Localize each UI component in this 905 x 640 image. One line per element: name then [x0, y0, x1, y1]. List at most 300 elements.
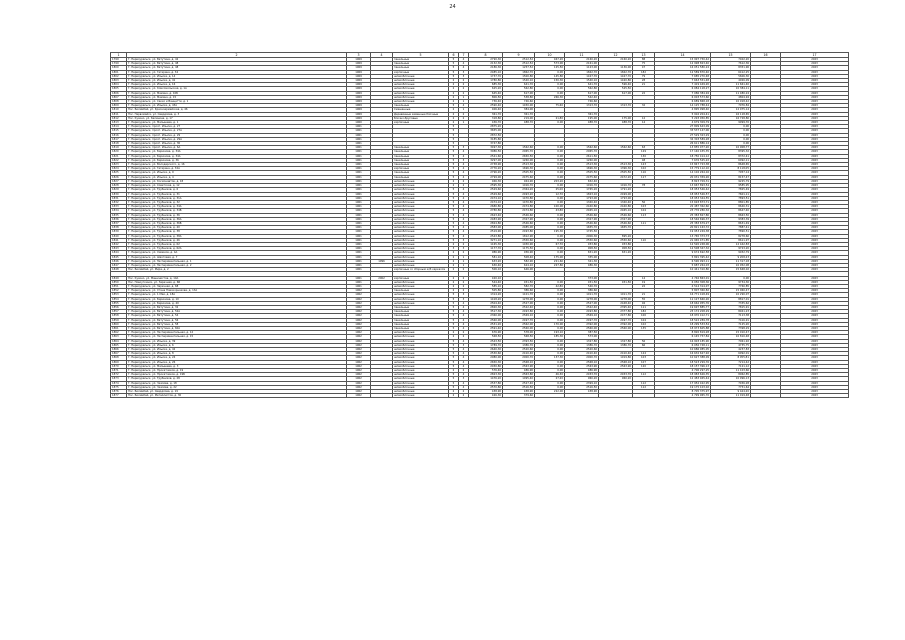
- table-cell: 1962: [347, 310, 371, 314]
- table-cell: 18 953 526,57: [655, 192, 711, 196]
- table-cell: 2410,40: [565, 352, 599, 356]
- table-cell: 386,60: [503, 289, 535, 293]
- table-cell: 123: [633, 163, 655, 167]
- table-cell: 3086,50: [469, 150, 503, 154]
- table-cell: 2: [459, 276, 469, 280]
- table-cell: Г. Первоуральск, ул. Сакко и Ванцетти, д. 1: [127, 100, 347, 104]
- table-cell: 1961: [347, 154, 371, 158]
- table-cell: 5: [449, 70, 459, 74]
- table-cell: 624,10: [503, 263, 535, 267]
- table-cell: 2776,20: [469, 167, 503, 171]
- table-cell: 1823: [111, 163, 127, 167]
- table-cell: 5: [449, 200, 459, 204]
- table-cell: 5: [449, 133, 459, 137]
- table-cell: 17 952 422,95: [655, 381, 711, 385]
- table-cell: 568,50: [469, 335, 503, 339]
- table-cell: 508,40: [503, 255, 535, 259]
- table-cell: 2023: [781, 171, 849, 175]
- table-cell: 8278,60: [711, 234, 751, 238]
- table-cell: 1836: [111, 217, 127, 221]
- table-cell: 129: [633, 150, 655, 154]
- table-cell: 1863: [111, 335, 127, 339]
- table-cell: шлакоблочные: [393, 91, 449, 95]
- table-cell: шлакоблочные: [393, 226, 449, 230]
- table-cell: 2611,50: [565, 154, 599, 158]
- table-cell: 2527,00: [565, 301, 599, 305]
- table-cell: 2522,40: [503, 305, 535, 309]
- table-cell: 18 523 299,76: [655, 360, 711, 364]
- table-cell: 2546,60: [503, 221, 535, 225]
- table-cell: 1862,70: [503, 70, 535, 74]
- table-cell: 193,10: [535, 331, 565, 335]
- table-cell: 18 522 289,78: [655, 318, 711, 322]
- table-cell: 15 847 723,38: [655, 163, 711, 167]
- table-cell: панельные: [393, 318, 449, 322]
- table-cell: 5: [449, 293, 459, 297]
- table-cell: шлакоблочные: [393, 390, 449, 394]
- table-cell: Г. Первоуральск, ул. Космонавтов, д. 18: [127, 179, 347, 183]
- table-cell: 2023: [781, 108, 849, 112]
- table-cell: 318,80: [469, 116, 503, 120]
- table-cell: 8647,40: [711, 209, 751, 213]
- table-cell: Г. Первоуральск, ул. Стана Новокорнакова, д. 13А: [127, 289, 347, 293]
- table-cell: 6 689 868,18: [655, 100, 711, 104]
- table-cell: 946,30: [469, 179, 503, 183]
- table-cell: 3: [459, 297, 469, 301]
- table-cell: 2: [449, 251, 459, 255]
- table-cell: 2: [449, 280, 459, 284]
- table-cell: 9932,79: [711, 251, 751, 255]
- table-cell: 2497,70: [565, 318, 599, 322]
- table-cell: 8801,85: [711, 200, 751, 204]
- column-number-cell: 12: [599, 53, 633, 58]
- table-cell: 2002: [371, 276, 393, 280]
- table-cell: 1: [459, 263, 469, 267]
- page-number: 24: [449, 4, 456, 10]
- table-cell: 2364,20: [503, 188, 535, 192]
- table-cell: 7601,11: [711, 192, 751, 196]
- table-cell: 1969: [347, 58, 371, 62]
- table-cell: 17 140 435,35: [655, 150, 711, 154]
- table-cell: 2023: [781, 348, 849, 352]
- table-cell: 222,00: [535, 390, 565, 394]
- table-cell: панельные: [393, 62, 449, 66]
- table-cell: 2531,20: [469, 322, 503, 326]
- table-cell: 5: [449, 326, 459, 330]
- table-cell: шлакоблочные: [393, 100, 449, 104]
- table-cell: 2023: [781, 137, 849, 141]
- table-cell: Г. Первоуральск, просп. Ильича, д. 29А: [127, 137, 347, 141]
- table-cell: 2530,60: [469, 352, 503, 356]
- table-cell: 2: [459, 331, 469, 335]
- table-cell: 19 175 103,02: [655, 385, 711, 389]
- table-cell: 1095,40: [503, 377, 535, 381]
- table-cell: Г. Первоуральск, ул. Ильича, д. 26: [127, 360, 347, 364]
- table-cell: 1961: [347, 221, 371, 225]
- table-cell: 1962: [347, 352, 371, 356]
- table-cell: 1962: [347, 364, 371, 368]
- table-cell: 117: [633, 175, 655, 179]
- table-cell: 2: [449, 79, 459, 83]
- table-cell: 5: [449, 58, 459, 62]
- table-cell: 18 953 546,42: [655, 188, 711, 192]
- table-cell: 630,40: [469, 263, 503, 267]
- table-cell: 1340,40: [565, 200, 599, 204]
- table-cell: 4: [459, 326, 469, 330]
- table-cell: 2505,50: [565, 171, 599, 175]
- table-cell: шлакоблочные: [393, 297, 449, 301]
- table-cell: 2023: [781, 293, 849, 297]
- table-cell: 5: [449, 310, 459, 314]
- table-cell: 1961: [347, 247, 371, 251]
- table-cell: 7214,42: [711, 360, 751, 364]
- table-cell: Г. Первоуральск, ул. Ильича, д. 24: [127, 356, 347, 360]
- table-cell: 2650,30: [469, 360, 503, 364]
- table-cell: 1969: [347, 74, 371, 78]
- table-cell: 451,50: [503, 280, 535, 284]
- table-cell: 1823,10: [565, 192, 599, 196]
- table-cell: 2465,10: [565, 209, 599, 213]
- table-cell: 5: [449, 221, 459, 225]
- table-cell: 0,00: [711, 133, 751, 137]
- table-cell: 1962: [347, 394, 371, 398]
- table-cell: 2023: [781, 66, 849, 70]
- table-cell: 2546,60: [599, 213, 633, 217]
- table-cell: 2186,30: [469, 66, 503, 70]
- table-cell: 2550,60: [565, 238, 599, 242]
- table-cell: шлакоблочные: [393, 217, 449, 221]
- table-cell: 2590,40: [469, 104, 503, 108]
- table-cell: 2560,00: [565, 326, 599, 330]
- table-cell: 2023: [781, 268, 849, 272]
- table-cell: 1857: [111, 310, 127, 314]
- table-cell: 1386,70: [599, 343, 633, 347]
- table-cell: 7815,91: [711, 305, 751, 309]
- table-cell: 1842,70: [565, 70, 599, 74]
- table-cell: Г. Первоуральск, ул. Ватутина, д. 60А: [127, 326, 347, 330]
- table-cell: 2453,70: [599, 373, 633, 377]
- table-cell: 1961: [347, 150, 371, 154]
- table-cell: 525,50: [599, 87, 633, 91]
- column-number-cell: 1: [111, 53, 127, 58]
- table-cell: 1260,00: [503, 158, 535, 162]
- table-cell: 5: [449, 385, 459, 389]
- table-body: [111, 53, 849, 398]
- column-number-cell: 14: [655, 53, 711, 58]
- table-cell: 19 697 885,77: [655, 305, 711, 309]
- table-cell: 5: [449, 142, 459, 146]
- table-cell: 2023: [781, 79, 849, 83]
- table-cell: 2: [449, 83, 459, 87]
- table-cell: 104: [633, 318, 655, 322]
- table-cell: 2023: [781, 259, 849, 263]
- table-cell: 1340,40: [599, 200, 633, 204]
- table-cell: шлакоблочные: [393, 179, 449, 183]
- table-cell: 7 419 449,20: [655, 83, 711, 87]
- table-cell: 1827: [111, 179, 127, 183]
- table-cell: 8 705 375,97: [655, 390, 711, 394]
- table-cell: 2568,10: [565, 360, 599, 364]
- table-cell: 25,00: [535, 188, 565, 192]
- table-cell: 4: [459, 305, 469, 309]
- table-cell: Г. Первоуральск, просп. Ильича, д. 27: [127, 125, 347, 129]
- table-cell: 1962: [347, 331, 371, 335]
- table-cell: 5: [449, 348, 459, 352]
- table-cell: 2023: [781, 91, 849, 95]
- table-cell: 1871: [111, 369, 127, 373]
- table-cell: 1832: [111, 200, 127, 204]
- table-cell: шлакоблочные: [393, 331, 449, 335]
- table-cell: 11 103,66: [711, 369, 751, 373]
- table-cell: 6092,11: [711, 158, 751, 162]
- table-cell: 1842: [111, 242, 127, 246]
- table-cell: шлакоблочные: [393, 205, 449, 209]
- table-cell: 2023: [781, 74, 849, 78]
- table-cell: 7 663 551,48: [655, 79, 711, 83]
- table-cell: 14: [633, 121, 655, 125]
- table-cell: панельные: [393, 146, 449, 150]
- table-cell: 1859: [111, 318, 127, 322]
- table-cell: 27 809 643,09: [655, 125, 711, 129]
- table-cell: 1278,00: [599, 297, 633, 301]
- table-cell: 0,00: [535, 297, 565, 301]
- table-cell: 2512,52: [503, 58, 535, 62]
- table-cell: 2465,10: [599, 209, 633, 213]
- table-cell: 5: [449, 352, 459, 356]
- table-cell: панельные: [393, 326, 449, 330]
- table-cell: 2474,80: [503, 209, 535, 213]
- table-cell: шлакоблочные: [393, 373, 449, 377]
- table-cell: 2023: [781, 247, 849, 251]
- table-cell: 2474,10: [469, 200, 503, 204]
- table-cell: 436,70: [469, 121, 503, 125]
- table-cell: 746,60: [503, 100, 535, 104]
- table-cell: 2440,80: [565, 205, 599, 209]
- table-cell: 1961: [347, 276, 371, 280]
- table-cell: 2399,10: [565, 381, 599, 385]
- table-cell: [633, 394, 655, 398]
- table-cell: 2504,40: [469, 301, 503, 305]
- table-cell: 3: [459, 70, 469, 74]
- table-cell: 1962: [347, 322, 371, 326]
- table-cell: 3497,30: [469, 146, 503, 150]
- table-cell: 1: [459, 95, 469, 99]
- table-cell: 1386,70: [565, 343, 599, 347]
- table-cell: 175,00: [599, 116, 633, 120]
- table-cell: 4: [459, 167, 469, 171]
- table-cell: 7957,14: [711, 171, 751, 175]
- table-cell: 9734,30: [711, 280, 751, 284]
- table-cell: 4 799 965,70: [655, 394, 711, 398]
- table-cell: 21: [633, 293, 655, 297]
- table-cell: 1961: [347, 184, 371, 188]
- table-cell: 8 820 819,28: [655, 331, 711, 335]
- table-cell: 1962: [347, 385, 371, 389]
- table-cell: 1867: [111, 352, 127, 356]
- table-cell: 3271,10: [469, 238, 503, 242]
- table-cell: 12 483 945,44: [655, 377, 711, 381]
- table-cell: 1961: [347, 133, 371, 137]
- table-cell: Г. Первоуральск, ул. Ильича, д. 42: [127, 348, 347, 352]
- column-number-cell: 13: [633, 53, 655, 58]
- table-cell: 12 520 248,06: [655, 242, 711, 246]
- table-cell: 2: [459, 242, 469, 246]
- table-cell: 2327,90: [565, 217, 599, 221]
- table-cell: 373,00: [565, 276, 599, 280]
- table-cell: 1840: [111, 234, 127, 238]
- table-cell: 1866: [111, 348, 127, 352]
- table-cell: 1969: [347, 91, 371, 95]
- table-cell: 2023: [781, 142, 849, 146]
- table-cell: 1655,70: [599, 226, 633, 230]
- table-cell: 2474,80: [503, 205, 535, 209]
- table-cell: 9225,79: [711, 179, 751, 183]
- table-cell: 0,00: [535, 83, 565, 87]
- table-cell: шлакоблочные: [393, 280, 449, 284]
- table-cell: 0,00: [535, 364, 565, 368]
- table-cell: 2820,30: [469, 305, 503, 309]
- table-cell: 2499,00: [599, 192, 633, 196]
- table-cell: 2410,40: [599, 352, 633, 356]
- table-cell: 1418,20: [469, 297, 503, 301]
- table-cell: 34 303 589,28: [655, 137, 711, 141]
- table-cell: 2474,10: [469, 196, 503, 200]
- table-cell: 641,70: [503, 83, 535, 87]
- table-cell: 2516,50: [565, 385, 599, 389]
- table-cell: 4 706 297,25: [655, 369, 711, 373]
- table-cell: 3: [459, 238, 469, 242]
- table-cell: шлакоблочные: [393, 83, 449, 87]
- table-cell: шлакоблочные: [393, 221, 449, 225]
- table-cell: 10 918,42: [711, 100, 751, 104]
- table-cell: 2680,80: [469, 205, 503, 209]
- table-cell: 227,80: [535, 263, 565, 267]
- table-cell: 1969: [347, 116, 371, 120]
- table-cell: 2023: [781, 217, 849, 221]
- table-cell: 1825: [111, 171, 127, 175]
- table-cell: 221,60: [535, 259, 565, 263]
- table-cell: 4: [459, 205, 469, 209]
- table-cell: 12 442,83: [711, 242, 751, 246]
- table-cell: 573,00: [565, 335, 599, 339]
- table-cell: 4: [459, 360, 469, 364]
- table-cell: 0,00: [535, 184, 565, 188]
- table-cell: 1838: [111, 226, 127, 230]
- table-cell: 1962: [347, 305, 371, 309]
- table-cell: 4: [459, 234, 469, 238]
- table-cell: 2560,00: [599, 326, 633, 330]
- table-cell: Г. Первоуральск, ул. 1 Мая, д. 18А: [127, 293, 347, 297]
- table-cell: 67,70: [535, 242, 565, 246]
- table-cell: 1849: [111, 276, 127, 280]
- table-cell: 1562,60: [565, 146, 599, 150]
- table-cell: 1969: [347, 83, 371, 87]
- table-cell: 1962: [347, 381, 371, 385]
- table-cell: 195,00: [565, 116, 599, 120]
- table-cell: 0,00: [535, 146, 565, 150]
- table-cell: 4: [459, 66, 469, 70]
- table-cell: 4: [459, 62, 469, 66]
- table-cell: 14 102 264,16: [655, 171, 711, 175]
- table-cell: 1: [459, 108, 469, 112]
- table-cell: 544,40: [469, 280, 503, 284]
- table-cell: 5: [449, 125, 459, 129]
- table-cell: 5: [449, 158, 459, 162]
- table-cell: 1969: [347, 79, 371, 83]
- table-cell: 18 299 533,54: [655, 322, 711, 326]
- table-cell: Г. Первоуральск, ул. Ильича, д. 43А: [127, 104, 347, 108]
- table-cell: 4: [459, 310, 469, 314]
- table-cell: 1962: [347, 373, 371, 377]
- table-cell: 1799: [111, 58, 127, 62]
- table-cell: 21 965 471,85: [655, 238, 711, 242]
- table-cell: 0,00: [535, 348, 565, 352]
- table-cell: 0,00: [711, 137, 751, 141]
- table-cell: 2: [449, 179, 459, 183]
- table-cell: шлакоблочные: [393, 284, 449, 288]
- table-cell: 5: [449, 196, 459, 200]
- table-cell: 2569,10: [565, 314, 599, 318]
- table-cell: 120: [633, 364, 655, 368]
- table-cell: 1829: [111, 188, 127, 192]
- table-cell: 5: [449, 171, 459, 175]
- table-cell: 2023: [781, 104, 849, 108]
- table-cell: 4: [459, 171, 469, 175]
- table-cell: 625,20: [469, 87, 503, 91]
- table-cell: 14: [633, 276, 655, 280]
- table-cell: 0,00: [711, 142, 751, 146]
- table-cell: Пос. Кузино, ул. Машинистов, д. 10А: [127, 276, 347, 280]
- table-cell: 2569,10: [503, 314, 535, 318]
- table-cell: 8395,32: [711, 150, 751, 154]
- table-cell: 2023: [781, 242, 849, 246]
- table-cell: 0,00: [535, 221, 565, 225]
- table-cell: 1961: [347, 192, 371, 196]
- table-cell: 4: [459, 226, 469, 230]
- table-cell: 1962: [347, 289, 371, 293]
- table-cell: 2568,10: [599, 360, 633, 364]
- table-cell: 1969: [347, 108, 371, 112]
- table-cell: Смешанные: [393, 108, 449, 112]
- table-cell: 6 056 748,11: [655, 343, 711, 347]
- table-cell: шлакоблочные: [393, 301, 449, 305]
- table-cell: 6412,25: [711, 70, 751, 74]
- table-cell: 438,90: [469, 390, 503, 394]
- table-cell: 2023: [781, 352, 849, 356]
- table-cell: 2023: [781, 175, 849, 179]
- table-cell: 100: [633, 314, 655, 318]
- column-number-cell: 3: [347, 53, 371, 58]
- table-cell: 18 546 696,37: [655, 217, 711, 221]
- table-cell: 2: [449, 184, 459, 188]
- table-cell: Г. Первоуральск, ул. Ильича, д. 41: [127, 79, 347, 83]
- table-cell: 2516,50: [503, 385, 535, 389]
- table-cell: 4: [459, 154, 469, 158]
- table-cell: 18 970 412,71: [655, 314, 711, 318]
- table-cell: 2: [449, 121, 459, 125]
- table-cell: 1817: [111, 137, 127, 141]
- table-cell: 2023: [781, 364, 849, 368]
- table-cell: 1847: [111, 263, 127, 267]
- table-cell: 4237,83: [711, 348, 751, 352]
- table-cell: 10 627 388,09: [655, 356, 711, 360]
- table-cell: 137,30: [535, 356, 565, 360]
- table-cell: 2023: [781, 221, 849, 225]
- table-cell: 7 086 384,94: [655, 91, 711, 95]
- table-cell: 1969: [347, 70, 371, 74]
- table-cell: 933,80: [599, 242, 633, 246]
- table-cell: 1165,30: [469, 242, 503, 246]
